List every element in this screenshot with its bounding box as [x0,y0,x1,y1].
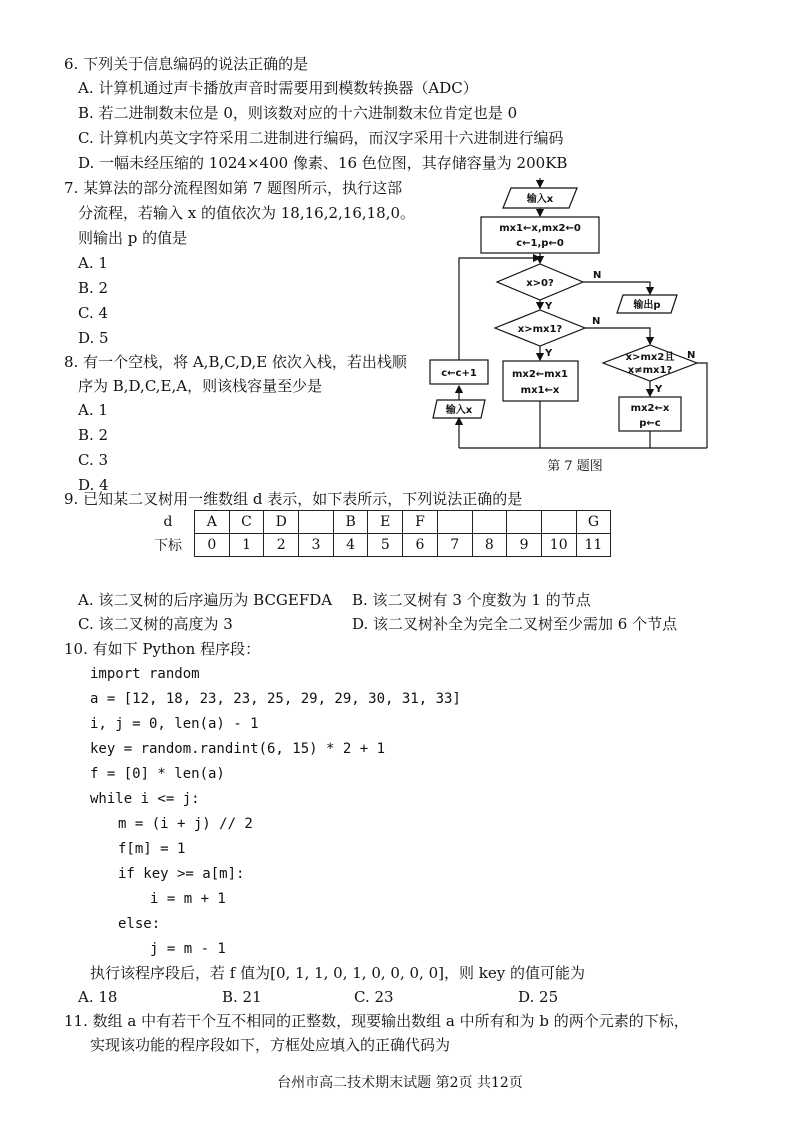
q9-cell-value: D [264,511,299,534]
flow-init-line2: c←1,p←0 [516,238,564,249]
q9-cell-index: 11 [576,534,611,557]
q10-stem: 10. 有如下 Python 程序段： [64,640,261,658]
q7-stem-line2: 分流程，若输入 x 的值依次为 18,16,2,16,18,0。 [78,204,416,222]
q6-option-c: C. 计算机内英文字符采用二进制进行编码，而汉字采用十六进制进行编码 [78,129,564,147]
q8-option-b: B. 2 [78,426,109,444]
flow-counter-label: c←c+1 [441,368,477,379]
q9-cell-index: 1 [229,534,264,557]
q9-cell-value: C [229,511,264,534]
q9-row-label-index: 下标 [154,538,182,554]
q6-option-b: B. 若二进制数末位是 0，则该数对应的十六进制数末位肯定也是 0 [78,104,518,122]
flow-cond1-no: N [593,270,602,281]
q7-option-c: C. 4 [78,304,109,322]
q10-after: 执行该程序段后，若 f 值为[0, 1, 1, 0, 1, 0, 0, 0, 0]，则 key 的值可能为 [90,964,585,982]
q9-cell-index: 3 [299,534,334,557]
q9-index-row [142,534,611,557]
q9-stem: 9. 已知某二叉树用一维数组 d 表示，如下表所示，下列说法正确的是 [64,490,523,508]
flow-cond3-no: N [687,350,696,361]
q9-row-label-d: d [163,514,173,530]
flow-cond1-label: x>0? [526,278,554,289]
q6-option-d: D. 一幅未经压缩的 1024×400 像素、16 色位图，其存储容量为 200KB [78,154,568,172]
q9-cell-index: 7 [437,534,472,557]
code-line: i = m + 1 [150,891,226,907]
code-line: key = random.randint(6, 15) * 2 + 1 [90,741,386,757]
flow-cond1-yes: Y [545,301,553,312]
q7-flowchart [425,178,745,478]
q9-cell-value [472,511,507,534]
q9-cell-value [541,511,576,534]
q9-cell-value: F [403,511,438,534]
code-line: import random [90,666,200,682]
q9-cell-index: 9 [507,534,542,557]
q9-cell-index: 10 [541,534,576,557]
q9-cell-value: E [368,511,403,534]
flow-assign2-line1: mx2←x [630,403,670,414]
flow-output-label: 输出p [633,300,661,311]
q6-option-a: A. 计算机通过声卡播放声音时需要用到模数转换器（ADC） [78,79,478,97]
q7-stem-line3: 则输出 p 的值是 [78,229,188,247]
q6-stem: 6. 下列关于信息编码的说法正确的是 [64,55,309,73]
q8-option-d: D. 4 [78,476,109,494]
q7-option-a: A. 1 [78,254,108,272]
flow-cond2-yes: Y [545,348,553,359]
q9-option-d: D. 该二叉树补全为完全二叉树至少需加 6 个节点 [352,615,678,633]
q7-option-d: D. 5 [78,329,109,347]
code-line: else: [118,916,161,932]
page-footer: 台州市高二技术期末试题 第2页 共12页 [277,1075,523,1091]
q9-cell-index: 2 [264,534,299,557]
code-line: a = [12, 18, 23, 23, 25, 29, 29, 30, 31, 33] [90,691,461,707]
flow-cond2-no: N [592,316,601,327]
flow-input-top-label: 输入x [526,194,554,205]
code-line: i, j = 0, len(a) - 1 [90,716,259,732]
q9-cell-index: 0 [195,534,230,557]
q9-cell-index: 5 [368,534,403,557]
q11-stem-line1: 11. 数组 a 中有若干个互不相同的正整数，现要输出数组 a 中所有和为 b 的两个元素的下标， [64,1012,689,1030]
flow-assign2-line2: p←c [639,418,661,429]
flow-cond3-line1: x>mx2且 [625,352,675,363]
q9-option-b: B. 该二叉树有 3 个度数为 1 的节点 [352,591,591,609]
code-line: f[m] = 1 [118,841,186,857]
q9-cell-index: 8 [472,534,507,557]
q10-option-a: A. 18 [78,988,118,1006]
q7-figure-caption: 第 7 题图 [547,459,603,474]
q9-value-row [142,511,611,534]
q8-option-c: C. 3 [78,451,109,469]
q9-cell-value: A [195,511,230,534]
code-line: if key >= a[m]: [118,866,245,882]
q9-option-c: C. 该二叉树的高度为 3 [78,615,233,633]
flow-input-loop-label: 输入x [445,405,473,416]
q8-stem-line1: 8. 有一个空栈，将 A,B,C,D,E 依次入栈，若出栈顺 [64,353,407,371]
flow-assign1-line1: mx2←mx1 [511,369,569,380]
code-line: j = m - 1 [150,941,226,957]
q7-stem-line1: 7. 某算法的部分流程图如第 7 题图所示，执行这部 [64,179,403,197]
q9-cell-index: 6 [403,534,438,557]
flow-init-line1: mx1←x,mx2←0 [499,223,581,234]
q9-cell-value [507,511,542,534]
flow-assign1-line2: mx1←x [520,385,560,396]
flow-cond2-label: x>mx1? [517,324,563,335]
q7-option-b: B. 2 [78,279,109,297]
flow-cond3-yes: Y [655,384,663,395]
q9-cell-value: B [333,511,368,534]
q9-cell-index: 4 [333,534,368,557]
q10-option-c: C. 23 [354,988,394,1006]
q9-option-a: A. 该二叉树的后序遍历为 BCGEFDA [78,591,333,609]
code-line: f = [0] * len(a) [90,766,225,782]
q10-option-b: B. 21 [222,988,262,1006]
q8-option-a: A. 1 [78,401,108,419]
flow-cond3-line2: x≠mx1? [627,365,673,376]
q9-array-table [142,510,611,557]
q10-option-d: D. 25 [518,988,559,1006]
q11-stem-line2: 实现该功能的程序段如下，方框处应填入的正确代码为 [90,1036,451,1054]
q9-cell-value [299,511,334,534]
code-line: m = (i + j) // 2 [118,816,253,832]
q9-cell-value: G [576,511,611,534]
q9-cell-value [437,511,472,534]
code-line: while i <= j: [90,791,200,807]
q8-stem-line2: 序为 B,D,C,E,A，则该栈容量至少是 [78,377,323,395]
